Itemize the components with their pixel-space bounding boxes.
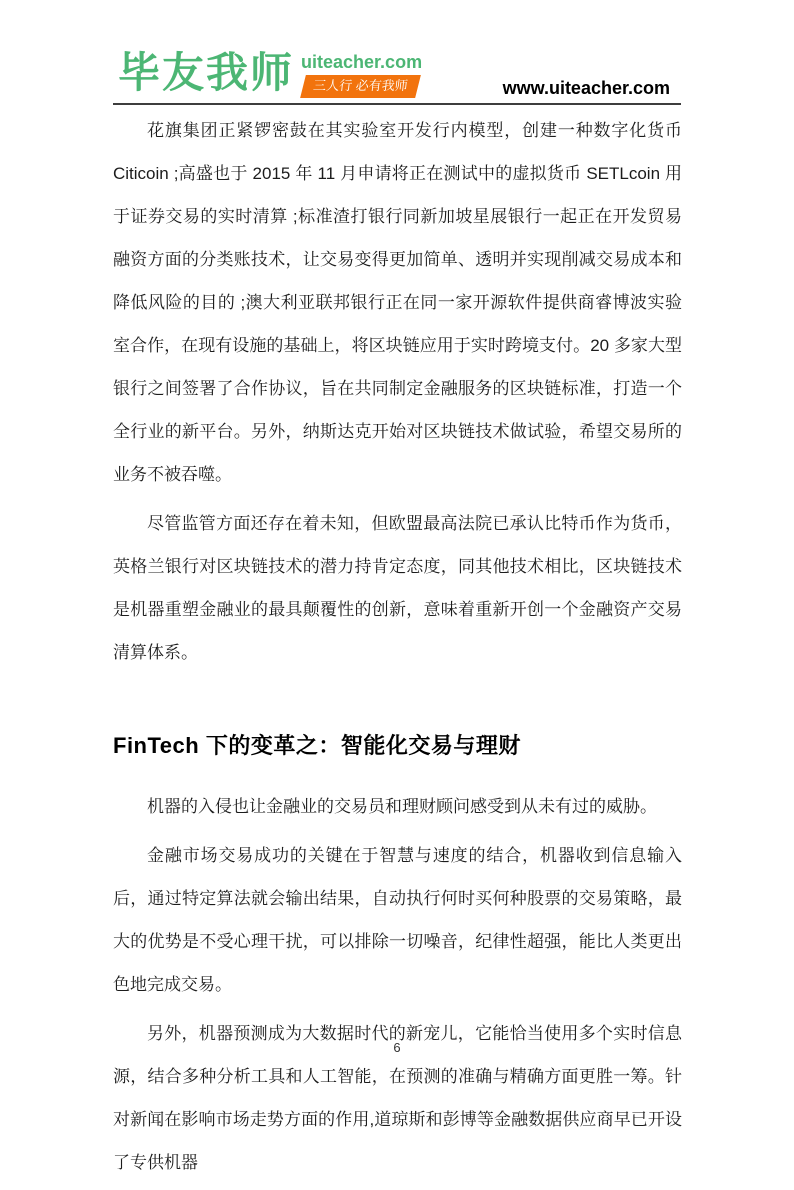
website-url: www.uiteacher.com: [502, 78, 670, 98]
document-body: [113, 109, 682, 1190]
paragraph-regulation: 尽管监管方面还存在着未知，但欧盟最高法院已承认比特币作为货币，英格兰银行对区块链技术的潜力持肯定态度，同其他技术相比，区块链技术是机器重塑金融业的最具颠覆性的创新，意味着重新开创一个金融资产交易清算体系。: [113, 514, 682, 662]
section-heading: FinTech 下的变革之：智能化交易与理财: [113, 733, 521, 758]
header-divider: [113, 103, 681, 105]
brand-domain-text: uiteacher.com: [301, 52, 423, 72]
brand-logo: [118, 46, 422, 100]
paragraph-trading-key: 金融市场交易成功的关键在于智慧与速度的结合，机器收到信息输入后，通过特定算法就会输出结果，自动执行何时买何种股票的交易策略，最大的优势是不受心理干扰，可以排除一切噪音，纪律性超强，能比人类更出色地完成交易。: [113, 846, 682, 994]
brand-slogan-text: 三人行 必有我师: [312, 78, 409, 93]
brand-logo-text: 毕友我师: [118, 49, 295, 96]
paragraph-machine-prediction: 另外，机器预测成为大数据时代的新宠儿，它能恰当使用多个实时信息源，结合多种分析工具和人工智能，在预测的准确与精确方面更胜一筹。针对新闻在影响市场走势方面的作用,道琼斯和彭博等金融数据供应商早已开设了专供机器: [113, 1024, 682, 1172]
paragraph-machine-threat: 机器的入侵也让金融业的交易员和理财顾问感受到从未有过的威胁。: [147, 797, 657, 816]
brand-logo-side: [301, 46, 422, 98]
paragraph-blockchain-banks: 花旗集团正紧锣密鼓在其实验室开发行内模型，创建一种数字化货币 Citicoin ;高盛也于 2015 年 11 月申请将正在测试中的虚拟货币 SETLcoin 用于证券交易的实时清算 ;标准渣打银行同新加坡星展银行一起正在开发贸易融资方面的分类账技术，让交易变得更加简单、透明并实现削减交易成本和降低风险的目的 ;澳大利亚联邦银行正在同一家开源软件提供商睿博波实验室合作，在现有设施的基础上，将区块链应用于实时跨境支付。20 多家大型银行之间签署了合作协议，旨在共同制定金融服务的区块链标准，打造一个全行业的新平台。另外，纳斯达克开始对区块链技术做试验，希望交易所的业务不被吞噬。: [113, 121, 682, 484]
brand-slogan-badge: [300, 75, 420, 98]
page-number: 6: [393, 1040, 401, 1055]
